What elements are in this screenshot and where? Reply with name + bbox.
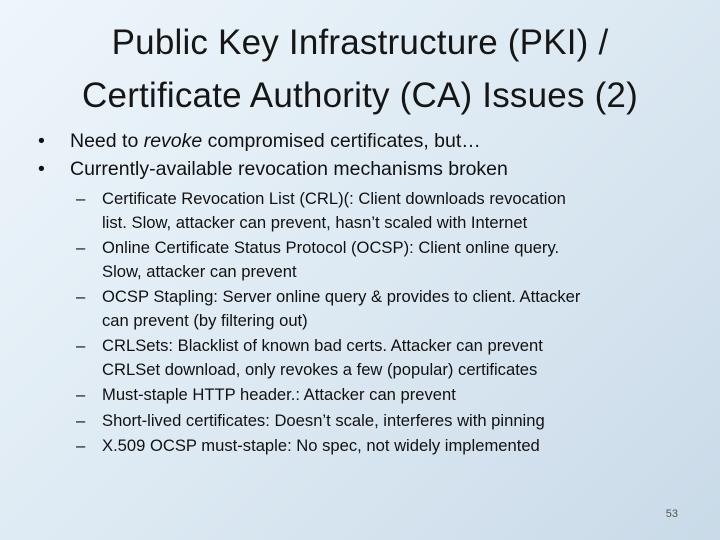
sub-bullet-text: X.509 OCSP must-staple: No spec, not widely implemented — [102, 436, 540, 455]
page-number: 53 — [665, 508, 678, 520]
sub-bullet-text: Certificate Revocation List (CRL)(: Client downloads revocation list. Slow, attacker can prevent, hasn’t scaled with Internet — [102, 189, 566, 232]
slide-title — [20, 16, 700, 122]
sub-bullet-x509-must-staple — [76, 434, 698, 458]
sub-bullet-text: OCSP Stapling: Server online query & provides to client. Attacker can prevent (by filtering out) — [102, 287, 581, 330]
sub-bullet-ocsp — [76, 236, 698, 283]
bullet-text-emphasis: revoke — [143, 130, 203, 152]
bullet-text-prefix: Need to — [70, 130, 144, 152]
bullet-text-suffix: compromised certificates, but… — [202, 130, 481, 152]
sub-bullet-text: Online Certificate Status Protocol (OCSP): Client online query. Slow, attacker can prevent — [102, 238, 560, 281]
dash-marker: – — [76, 238, 86, 257]
sub-bullet-crlsets — [76, 334, 698, 381]
bullet-list — [38, 127, 698, 460]
sub-bullet-text: CRLSets: Blacklist of known bad certs. Attacker can prevent CRLSet download, only revokes a few (popular) certificates — [102, 336, 543, 379]
bullet-text: Currently-available revocation mechanisms broken — [70, 158, 508, 180]
dash-marker: – — [76, 189, 86, 208]
dash-marker: – — [76, 287, 86, 306]
slide-title-line-1: Public Key Infrastructure (PKI) / — [111, 23, 609, 62]
dash-marker: – — [76, 336, 86, 355]
bullet-item-mechanisms — [38, 155, 698, 183]
dash-marker: – — [76, 410, 86, 430]
dash-marker: – — [76, 436, 86, 455]
slide-title-line-2: Certificate Authority (CA) Issues (2) — [82, 76, 638, 115]
sub-bullet-must-staple-header — [76, 383, 698, 407]
sub-bullet-short-lived — [76, 409, 698, 433]
bullet-marker: • — [38, 130, 45, 152]
sub-bullet-crl — [76, 187, 698, 234]
dash-marker: – — [76, 385, 86, 404]
sub-bullet-ocsp-stapling — [76, 285, 698, 332]
bullet-marker: • — [38, 158, 45, 180]
bullet-item-revoke — [38, 127, 698, 155]
sub-bullet-text: Must-staple HTTP header.: Attacker can prevent — [102, 385, 456, 404]
sub-bullet-list — [38, 187, 698, 458]
sub-bullet-text: Short-lived certificates: Doesn’t scale, interferes with pinning — [102, 410, 545, 430]
